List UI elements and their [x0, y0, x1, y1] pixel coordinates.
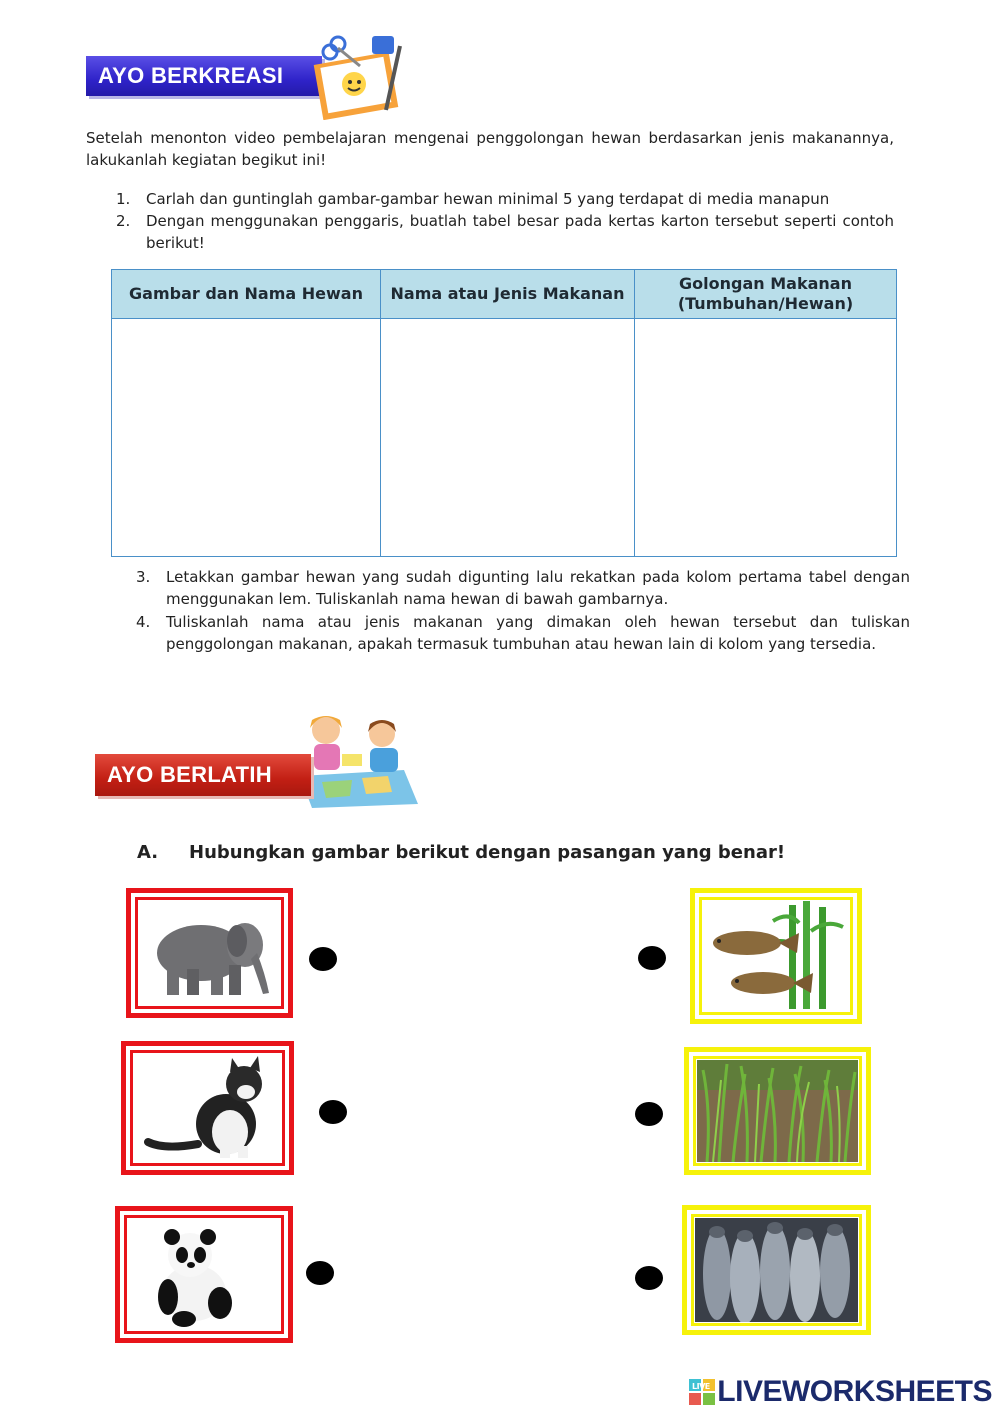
fish-bamboo-card[interactable] — [690, 888, 862, 1024]
elephant-image — [139, 901, 280, 1005]
panda-image — [128, 1219, 280, 1330]
question-text: Hubungkan gambar berikut dengan pasangan yang benar! — [189, 842, 786, 863]
table-cell — [381, 319, 635, 557]
cat-image — [134, 1054, 281, 1162]
elephant-card[interactable] — [126, 888, 293, 1018]
left-connector-dot-3[interactable] — [306, 1261, 334, 1285]
ayo-berkreasi-banner — [86, 56, 322, 96]
grass-card[interactable] — [684, 1047, 871, 1175]
step-4 — [136, 611, 910, 655]
header-animal: Gambar dan Nama Hewan — [112, 270, 381, 319]
header-food-group-line1: Golongan Makanan — [679, 274, 852, 293]
example-table — [111, 269, 897, 557]
step-number: 2. — [116, 212, 131, 230]
art-supplies-icon — [308, 30, 412, 120]
table-row — [112, 319, 897, 557]
ayo-berlatih-banner — [95, 754, 311, 796]
right-connector-dot-3[interactable] — [635, 1266, 663, 1290]
step-2 — [116, 210, 894, 254]
fish-pile-image — [695, 1218, 858, 1322]
banner-title: AYO BERKREASI — [98, 63, 284, 88]
right-connector-dot-1[interactable] — [638, 946, 666, 970]
cat-card[interactable] — [121, 1041, 294, 1175]
header-food: Nama atau Jenis Makanan — [381, 270, 635, 319]
question-letter: A. — [137, 842, 159, 863]
step-1 — [116, 188, 896, 210]
step-text: Dengan menggunakan penggaris, buatlah tabel besar pada kertas karton tersebut seperti contoh berikut! — [146, 212, 894, 252]
logo-text: LIVEWORKSHEETS — [717, 1375, 992, 1408]
header-food-group — [635, 270, 897, 319]
step-3 — [136, 566, 910, 610]
liveworksheets-logo — [689, 1375, 992, 1409]
step-text: Carlah dan guntinglah gambar-gambar hewan minimal 5 yang terdapat di media manapun — [146, 190, 830, 208]
step-number: 1. — [116, 190, 131, 208]
left-connector-dot-2[interactable] — [319, 1100, 347, 1124]
grass-image — [697, 1060, 858, 1162]
banner-title: AYO BERLATIH — [107, 762, 272, 787]
step-text: Letakkan gambar hewan yang sudah digunting lalu rekatkan pada kolom pertama tabel dengan menggunakan lem. Tuliskanlah nama hewan di bawah gambarnya. — [166, 568, 910, 608]
header-food-group-line2: (Tumbuhan/Hewan) — [677, 294, 854, 313]
fish-and-bamboo-image — [703, 901, 849, 1011]
live-logo-icon — [689, 1379, 715, 1405]
right-connector-dot-2[interactable] — [635, 1102, 663, 1126]
kids-with-map-illustration — [292, 708, 424, 812]
table-cell — [112, 319, 381, 557]
panda-card[interactable] — [115, 1206, 293, 1343]
logo-mark-text: LIVE — [692, 1382, 711, 1391]
step-number: 3. — [136, 568, 151, 586]
table-header-row — [112, 270, 897, 319]
step-text: Tuliskanlah nama atau jenis makanan yang dimakan oleh hewan tersebut dan tuliskan penggolongan makanan, apakah termasuk tumbuhan atau hewan lain di kolom yang tersedia. — [166, 613, 910, 653]
fish-pile-card[interactable] — [682, 1205, 871, 1335]
table-cell — [635, 319, 897, 557]
step-number: 4. — [136, 613, 151, 631]
left-connector-dot-1[interactable] — [309, 947, 337, 971]
intro-paragraph: Setelah menonton video pembelajaran mengenai penggolongan hewan berdasarkan jenis makanannya, lakukanlah kegiatan begikut ini! — [86, 129, 894, 169]
